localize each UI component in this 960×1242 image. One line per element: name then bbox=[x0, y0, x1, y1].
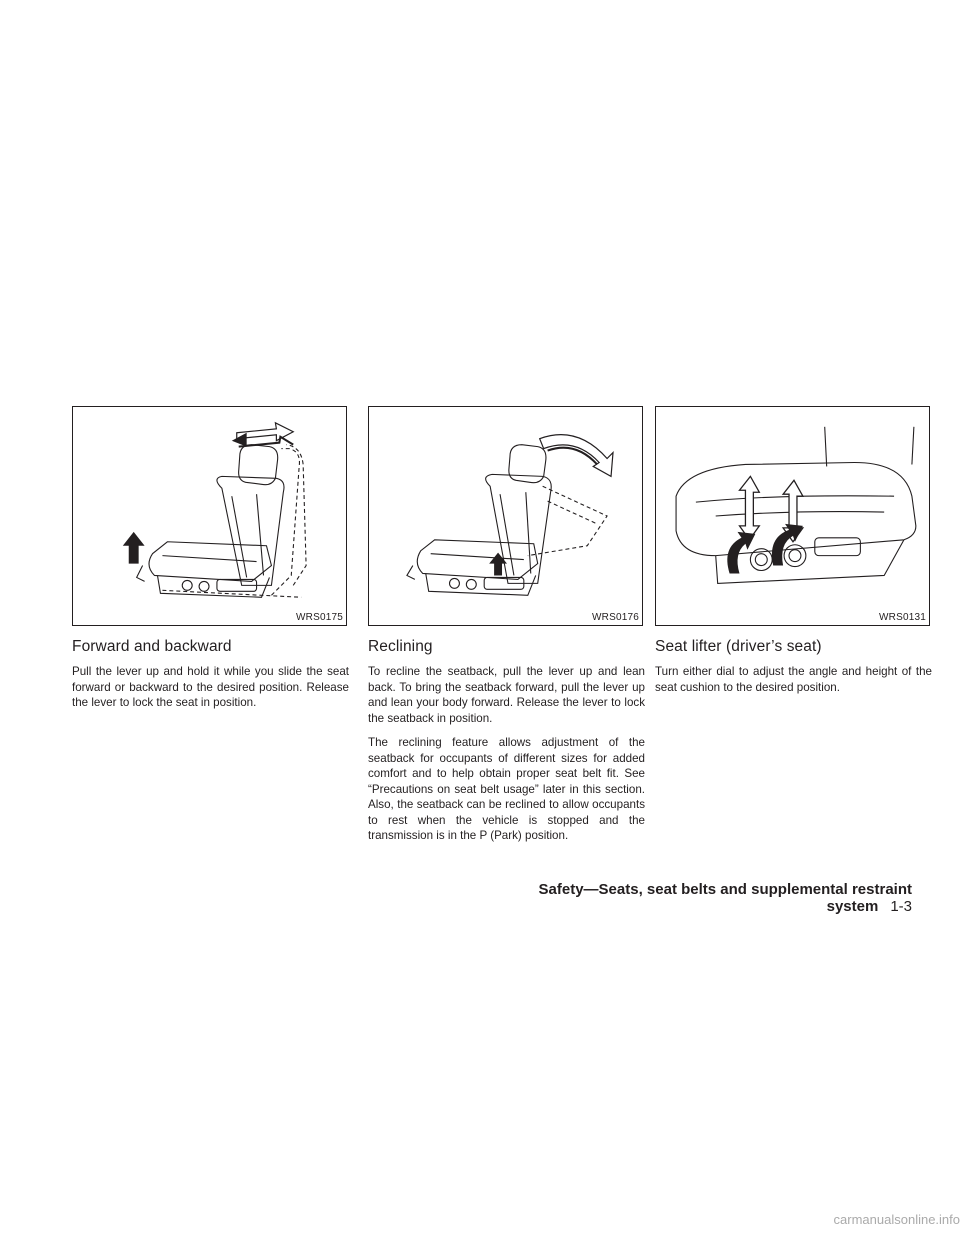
seat-slide-illustration bbox=[73, 407, 346, 625]
section-heading: Forward and backward bbox=[72, 638, 232, 655]
body-paragraph: The reclining feature allows adjustment of the seatback for occupants of different sizes for added comfort and to help obtain proper seat belt fit. See “Precautions on seat belt usage” later in this section. Also, the seatback can be reclined to allow occupants to rest when the vehicle is stopped and the transmission is in the P (Park) position. bbox=[368, 736, 645, 842]
footer-section-title: Safety—Seats, seat belts and supplemental restraint system bbox=[538, 881, 912, 915]
watermark: carmanualsonline.info bbox=[833, 1212, 960, 1227]
page-number: 1-3 bbox=[890, 898, 912, 915]
figure-seat-lifter bbox=[655, 406, 930, 626]
section-reclining bbox=[368, 406, 645, 853]
figure-code: WRS0176 bbox=[592, 612, 639, 623]
seat-recline-illustration bbox=[369, 407, 642, 625]
figure-forward-backward bbox=[72, 406, 347, 626]
page-footer bbox=[480, 881, 912, 915]
figure-code: WRS0131 bbox=[879, 612, 926, 623]
body-paragraph: Turn either dial to adjust the angle and height of the seat cushion to the desired position. bbox=[655, 665, 932, 694]
figure-code: WRS0175 bbox=[296, 612, 343, 623]
body-paragraph: To recline the seatback, pull the lever up and lean back. To bring the seatback forward, pull the lever up and lean your body forward. Release the lever to lock the seatback in position. bbox=[368, 665, 645, 725]
seat-lifter-illustration bbox=[656, 407, 929, 625]
figure-reclining bbox=[368, 406, 643, 626]
section-heading: Seat lifter (driver’s seat) bbox=[655, 638, 822, 655]
section-seat-lifter bbox=[655, 406, 932, 704]
section-heading: Reclining bbox=[368, 638, 433, 655]
body-paragraph: Pull the lever up and hold it while you slide the seat forward or backward to the desired position. Release the lever to lock the seat in position. bbox=[72, 665, 349, 709]
section-forward-backward bbox=[72, 406, 349, 720]
